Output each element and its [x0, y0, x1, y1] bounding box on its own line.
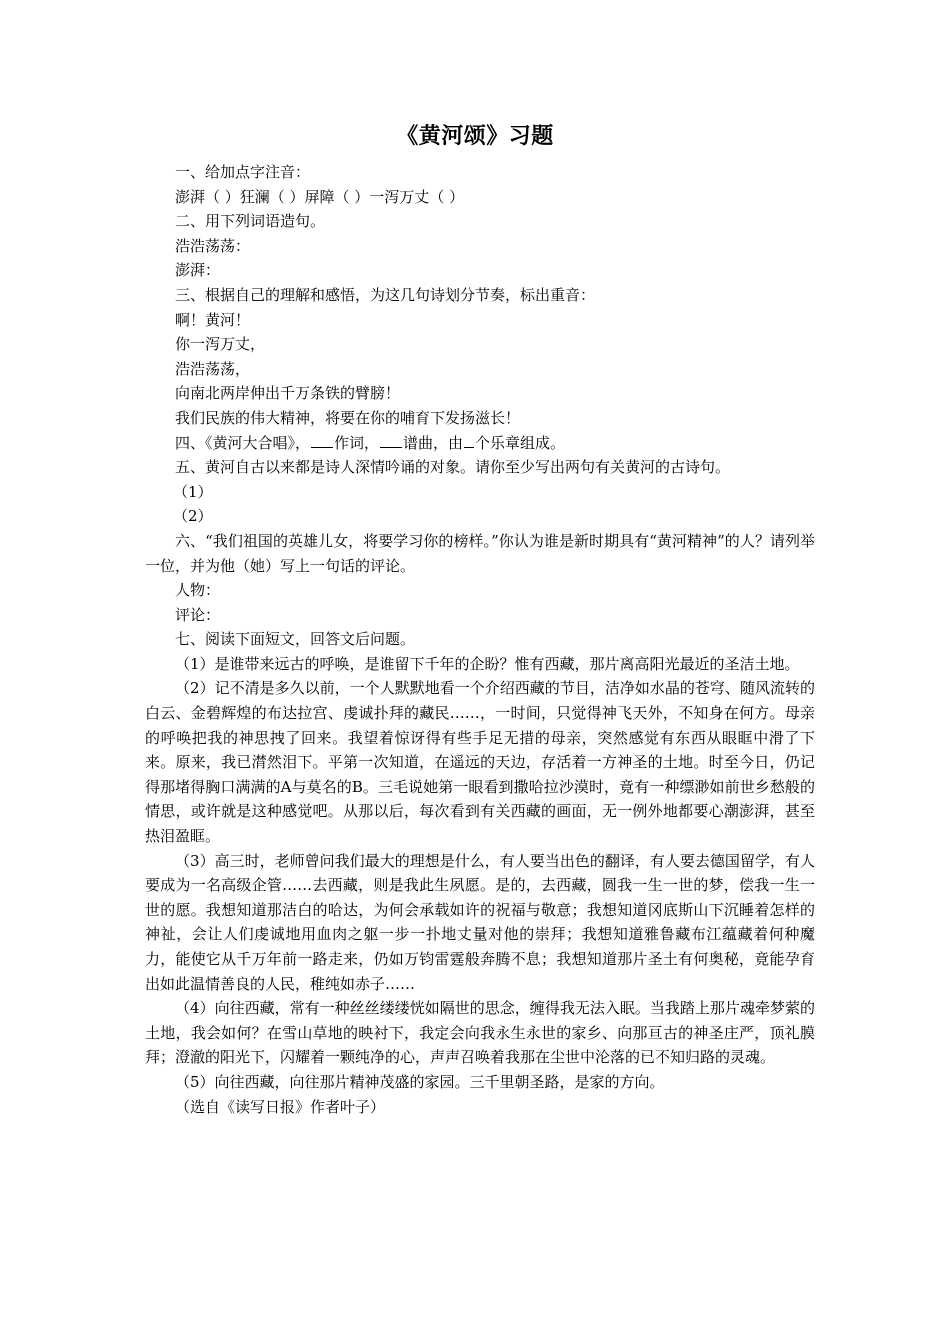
page-title: 《黄河颂》习题 [396, 123, 554, 149]
section-1-heading: 一、给加点字注音： [175, 163, 311, 181]
section-4-part-3: 谱曲，由 [403, 433, 464, 452]
section-2-heading: 二、用下列词语造句。 [175, 212, 326, 231]
poem-line: 你一泻万丈， [175, 335, 266, 354]
section-2-word-2: 澎湃： [175, 261, 221, 280]
section-6-comment: 评论： [175, 605, 221, 624]
section-3-heading: 三、根据自己的理解和感悟，为这几句诗划分节奏，标出重音： [175, 285, 596, 304]
section-5-answer-2: （2） [173, 507, 213, 526]
reading-paragraph-1: （1）是谁带来远古的呼唤，是谁留下千年的企盼？惟有西藏，那片离高阳光最近的圣洁土地。 [175, 654, 800, 673]
document-body [145, 160, 815, 1119]
blank-line [311, 433, 333, 448]
poem-line: 啊！黄河！ [175, 310, 251, 329]
section-4-part-1: 四、《黄河大合唱》， [175, 433, 311, 452]
section-4-question [145, 431, 815, 456]
section-1-items: 澎湃（ ）狂澜（ ）屏障（ ）一泻万丈（ ） [175, 187, 465, 206]
reading-paragraph-3: （3）高三时，老师曾问我们最大的理想是什么，有人要当出色的翻译，有人要去德国留学，有人要成为一名高级企管……去西藏，则是我此生夙愿。是的，去西藏，圆我一生一世的梦，偿我一生一世的愿。我想知道那洁白的哈达，为何会承载如许的祝福与敬意；我想知道冈底斯山下沉睡着怎样的神祉，会让人们虔诚地用血肉之躯一步一扑地丈量对他的崇拜；我想知道雅鲁藏布江蕴藏着何种魔力，能使它从千万年前一路走来，仍如万钧雷霆般奔腾不息；我想知道那片圣土有何奥秘，竟能孕育出如此温情善良的人民，稚纯如赤子…… [145, 851, 815, 993]
section-6-heading: 六、“我们祖国的英雄儿女，将要学习你的榜样。”你认为谁是新时期具有“黄河精神”的人？请列举一位，并为他（她）写上一句话的评论。 [145, 531, 815, 575]
section-6-person: 人物： [175, 581, 221, 600]
section-7-heading: 七、阅读下面短文，回答文后问题。 [175, 630, 416, 649]
reading-paragraph-2: （2）记不清是多久以前，一个人默默地看一个介绍西藏的节目，洁净如水晶的苍穹、随风流转的白云、金碧辉煌的布达拉宫、虔诚扑拜的藏民……，一时间，只觉得神飞天外，不知身在何方。母亲的呼唤把我的神思拽了回来。我望着惊讶得有些手足无措的母亲，突然感觉有东西从眼眶中滑了下来。原来，我已潸然泪下。平第一次知道，在遥远的天边，存活着一方神圣的土地。时至今日，仍记得那堵得胸口满满的A与莫名的B。三毛说她第一眼看到撒哈拉沙漠时，竟有一种缥渺如前世乡愁般的情思，或许就是这种感觉吧。从那以后，每次看到有关西藏的画面，无一例外地都要心潮澎湃，甚至热泪盈眶。 [145, 679, 815, 846]
poem-line: 我们民族的伟大精神，将要在你的哺育下发扬滋长！ [175, 408, 521, 427]
blank-line [464, 433, 474, 448]
section-4-part-4: 个乐章组成。 [475, 433, 566, 452]
poem-line: 浩浩荡荡， [175, 359, 251, 378]
section-5-heading: 五、黄河自古以来都是诗人深情吟诵的对象。请你至少写出两句有关黄河的古诗句。 [175, 458, 731, 477]
section-5-answer-1: （1） [173, 482, 213, 501]
section-4-part-2: 作词， [334, 433, 380, 452]
poem-line: 向南北两岸伸出千万条铁的臂膀！ [175, 384, 401, 403]
section-2-word-1: 浩浩荡荡： [175, 236, 251, 255]
reading-paragraph-4: （4）向往西藏，常有一种丝丝缕缕恍如隔世的思念，缠得我无法入眠。当我踏上那片魂牵梦萦的土地，我会如何？在雪山草地的映衬下，我定会向我永生永世的家乡、向那亘古的神圣庄严，顶礼膜拜；澄澈的阳光下，闪耀着一颗纯净的心，声声召唤着我那在尘世中沦落的已不知归路的灵魂。 [145, 999, 815, 1067]
reading-source: （选自《读写日报》作者叶子） [175, 1097, 386, 1116]
reading-paragraph-5: （5）向往西藏，向往那片精神茂盛的家园。三千里朝圣路，是家的方向。 [175, 1072, 665, 1091]
blank-line [380, 433, 402, 448]
